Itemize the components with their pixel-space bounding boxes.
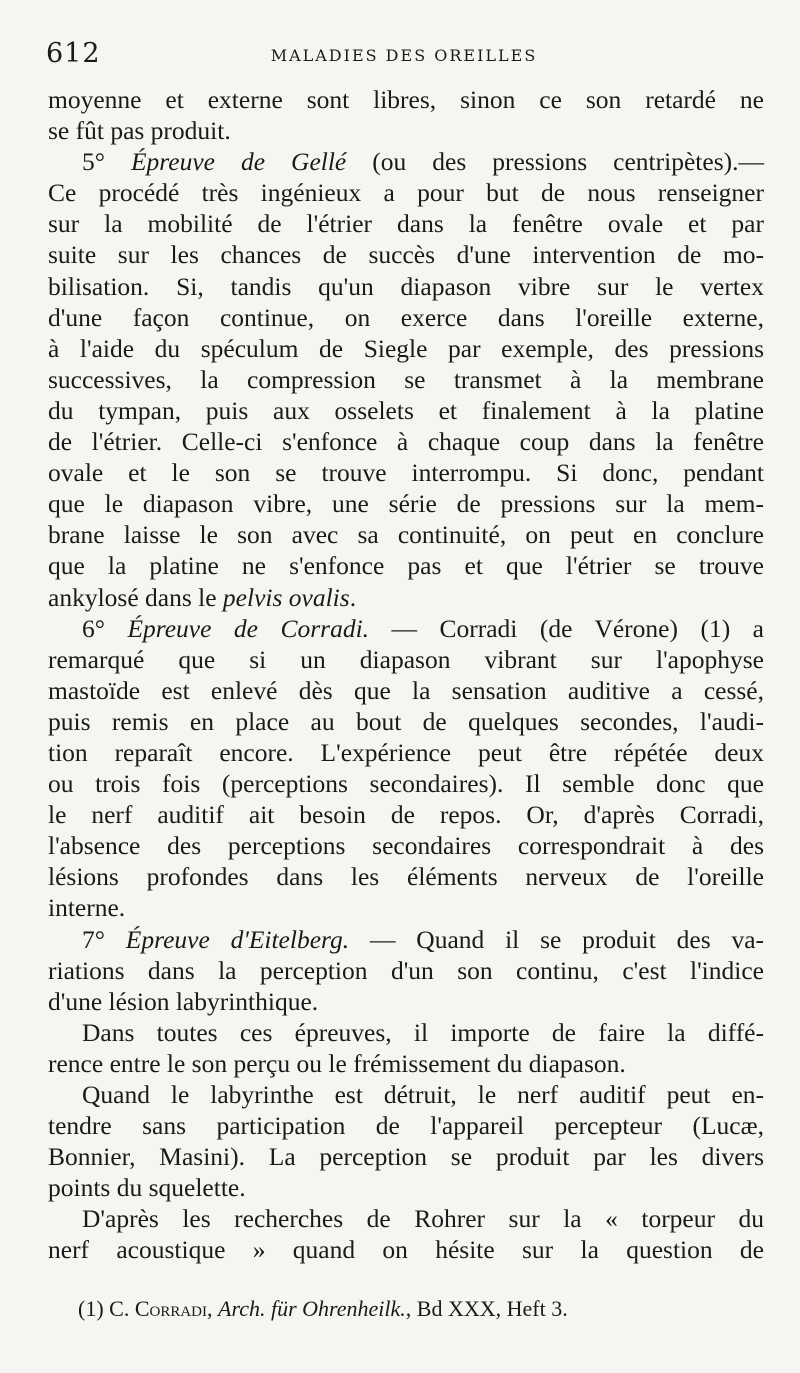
text-segment: 5° (82, 147, 131, 177)
italic-segment: Épreuve de Corradi. (127, 613, 370, 643)
text-line: Dans toutes ces épreuves, il importe de faire la diffé- (82, 1017, 764, 1047)
text-line: ovale et le son se trouve interrompu. Si donc, pendant (48, 458, 764, 488)
running-title: MALADIES DES OREILLES (270, 46, 538, 65)
footnote-rest: , Bd XXX, Heft 3. (405, 1296, 568, 1321)
text-segment: (ou des pressions centripètes).— (346, 147, 764, 177)
footnote-author: Corradi (134, 1296, 208, 1321)
text-segment: . (349, 582, 357, 612)
text-line: moyenne et externe sont libres, sinon ce son retardé ne (48, 85, 764, 114)
text-line: à l'aide du spéculum de Siegle par exemple, des pressions (48, 333, 764, 363)
text-line: Bonnier, Masini). La perception se produit par les divers (48, 1142, 764, 1172)
italic-segment: pelvis ovalis (222, 582, 350, 612)
footnote-sep: , (207, 1296, 219, 1321)
text-segment: — Corradi (de Vérone) (1) a (369, 613, 764, 643)
text-line: tendre sans participation de l'appareil percepteur (Lucæ, (48, 1111, 764, 1141)
text-line: interne. (48, 893, 126, 923)
footnote (78, 1296, 768, 1322)
body-text (48, 84, 764, 1266)
text-line: remarqué que si un diapason vibrant sur l'apophyse (48, 644, 764, 674)
text-line: que le diapason vibre, une série de pressions sur la mem- (48, 489, 764, 519)
text-line: nerf acoustique » quand on hésite sur la question de (48, 1235, 764, 1265)
text-line: mastoïde est enlevé dès que la sensation auditive a cessé, (48, 675, 764, 705)
text-line (48, 146, 764, 177)
text-line (48, 924, 764, 955)
text-line: d'une lésion labyrinthique. (48, 986, 319, 1016)
text-segment: — Quand il se produit des va- (349, 924, 765, 954)
text-segment: 6° (82, 613, 128, 643)
text-line: tion reparaît encore. L'expérience peut être répétée deux (48, 737, 764, 767)
text-line: puis remis en place au bout de quelques secondes, l'audi- (48, 706, 764, 736)
text-line: rence entre le son perçu ou le frémissement du diapason. (48, 1048, 626, 1078)
italic-segment: Épreuve d'Eitelberg. (125, 924, 350, 954)
page-header (46, 38, 762, 78)
text-line: D'après les recherches de Rohrer sur la « torpeur du (82, 1204, 764, 1234)
text-line: riations dans la perception d'un son continu, c'est l'indice (48, 955, 764, 985)
text-line: brane laisse le son avec sa continuité, on peut en conclure (48, 520, 764, 550)
text-line: du tympan, puis aux osselets et finalement à la platine (48, 395, 764, 425)
text-segment: 7° (82, 924, 126, 954)
text-line: suite sur les chances de succès d'une intervention de mo- (48, 240, 764, 270)
text-line: points du squelette. (48, 1173, 246, 1203)
text-line: Ce procédé très ingénieux a pour but de nous renseigner (48, 178, 764, 208)
text-line: lésions profondes dans les éléments nerveux de l'oreille (48, 862, 764, 892)
text-line: l'absence des perceptions secondaires correspondrait à des (48, 831, 764, 861)
text-line: Quand le labyrinthe est détruit, le nerf auditif peut en- (82, 1080, 764, 1109)
italic-segment: Épreuve de Gellé (130, 147, 347, 177)
text-line: bilisation. Si, tandis qu'un diapason vibre sur le vertex (48, 271, 764, 301)
page-number: 612 (46, 38, 101, 69)
text-line (48, 613, 764, 644)
text-line: successives, la compression se transmet à la membrane (48, 364, 764, 394)
text-line: de l'étrier. Celle-ci s'enfonce à chaque coup dans la fenêtre (48, 427, 764, 457)
text-line: le nerf auditif ait besoin de repos. Or, d'après Corradi, (48, 800, 764, 830)
text-line: sur la mobilité de l'étrier dans la fenêtre ovale et par (48, 209, 764, 239)
footnote-journal: Arch. für Ohrenheilk. (218, 1296, 406, 1321)
text-segment: ankylosé dans le (48, 582, 223, 612)
text-line: ou trois fois (perceptions secondaires). Il semble donc que (48, 769, 764, 799)
footnote-marker: (1) C. (78, 1296, 135, 1321)
text-line: se fût pas produit. (48, 116, 231, 146)
text-line: d'une façon continue, on exerce dans l'oreille externe, (48, 302, 764, 332)
text-line: que la platine ne s'enfonce pas et que l'étrier se trouve (48, 551, 764, 581)
text-line (48, 582, 764, 613)
